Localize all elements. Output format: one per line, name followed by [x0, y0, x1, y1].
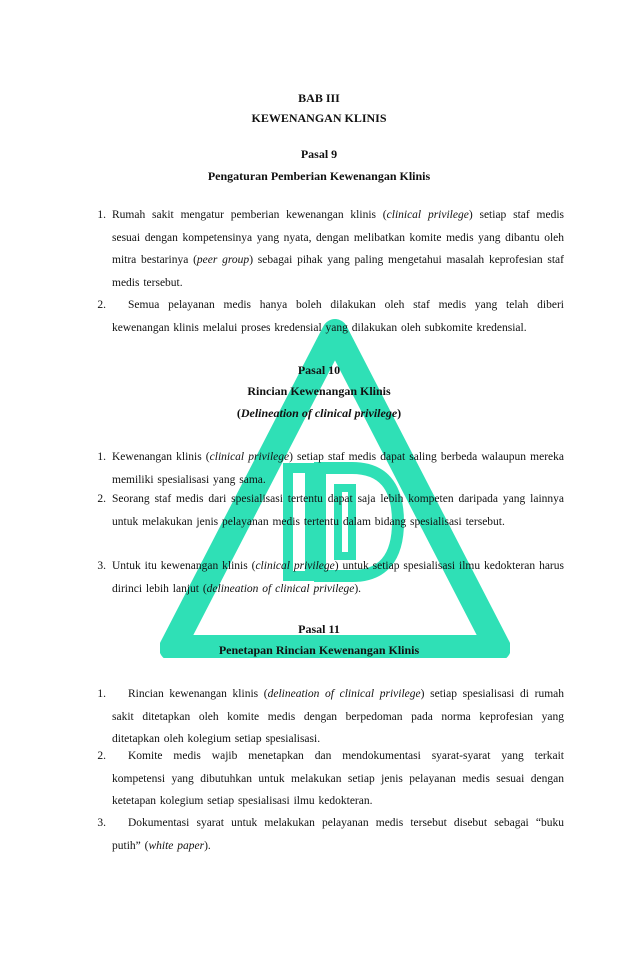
section-title-pasal-10: Rincian Kewenangan Klinis	[247, 384, 391, 398]
list-item-text: Dokumentasi syarat untuk melakukan pelayanan medis tersebut disebut sebagai “buku putih” (white paper).	[112, 817, 564, 852]
section-subtitle-pasal-10: (Delineation of clinical privilege)	[236, 406, 402, 420]
list-number: 3.	[97, 560, 106, 572]
list-item-text: Rumah sakit mengatur pemberian kewenangan klinis (clinical privilege) setiap staf medis sesuai dengan kompetensinya yang nyata, dengan melibatkan komite medis yang dibantu oleh mitra bestarinya (peer group) sebagai pihak yang paling mengetahui masalah keprofesian staf medis tersebut.	[112, 209, 564, 289]
section-label-pasal-11: Pasal 11	[298, 622, 340, 636]
section-label-pasal-10: Pasal 10	[297, 363, 341, 377]
list-item-text: Rincian kewenangan klinis (delineation of clinical privilege) setiap spesialisasi di rumah sakit ditetapkan oleh komite medis dengan berpedoman pada norma keprofesian yang ditetapkan oleh kolegium setiap spesialisasi.	[112, 688, 564, 745]
section-title-pasal-11: Penetapan Rincian Kewenangan Klinis	[218, 643, 420, 657]
list-number: 1.	[97, 688, 106, 700]
list-item-text: Komite medis wajib menetapkan dan mendokumentasi syarat-syarat yang terkait kompetensi yang dibutuhkan untuk melakukan setiap jenis pelayanan medis sesuai dengan ketetapan kolegium setiap spesialisasi ilmu kedokteran.	[112, 750, 564, 807]
section-label-pasal-9: Pasal 9	[300, 147, 338, 161]
section-title-pasal-9: Pengaturan Pemberian Kewenangan Klinis	[207, 169, 431, 183]
list-item-text: Seorang staf medis dari spesialisasi tertentu dapat saja lebih kompeten daripada yang lainnya untuk melakukan jenis pelayanan medis tertentu dalam bidang spesialisasi tersebut.	[112, 493, 564, 528]
list-item-text: Kewenangan klinis (clinical privilege) setiap staf medis dapat saling berbeda walaupun mereka memiliki spesialisasi yang sama.	[112, 451, 564, 486]
list-item-text: Semua pelayanan medis hanya boleh dilakukan oleh staf medis yang telah diberi kewenangan klinis melalui proses kredensial yang dilakukan oleh subkomite kredensial.	[112, 299, 564, 334]
list-number: 1.	[97, 209, 106, 221]
list-number: 2.	[97, 299, 106, 311]
list-item-text: Untuk itu kewenangan klinis (clinical privilege) untuk setiap spesialisasi ilmu kedokteran harus dirinci lebih lanjut (delineation of clinical privilege).	[112, 560, 564, 595]
list-number: 1.	[97, 451, 106, 463]
list-number: 2.	[97, 750, 106, 762]
chapter-label: BAB III	[298, 91, 340, 105]
chapter-title: KEWENANGAN KLINIS	[251, 111, 387, 125]
list-number: 3.	[97, 817, 106, 829]
list-number: 2.	[97, 493, 106, 505]
